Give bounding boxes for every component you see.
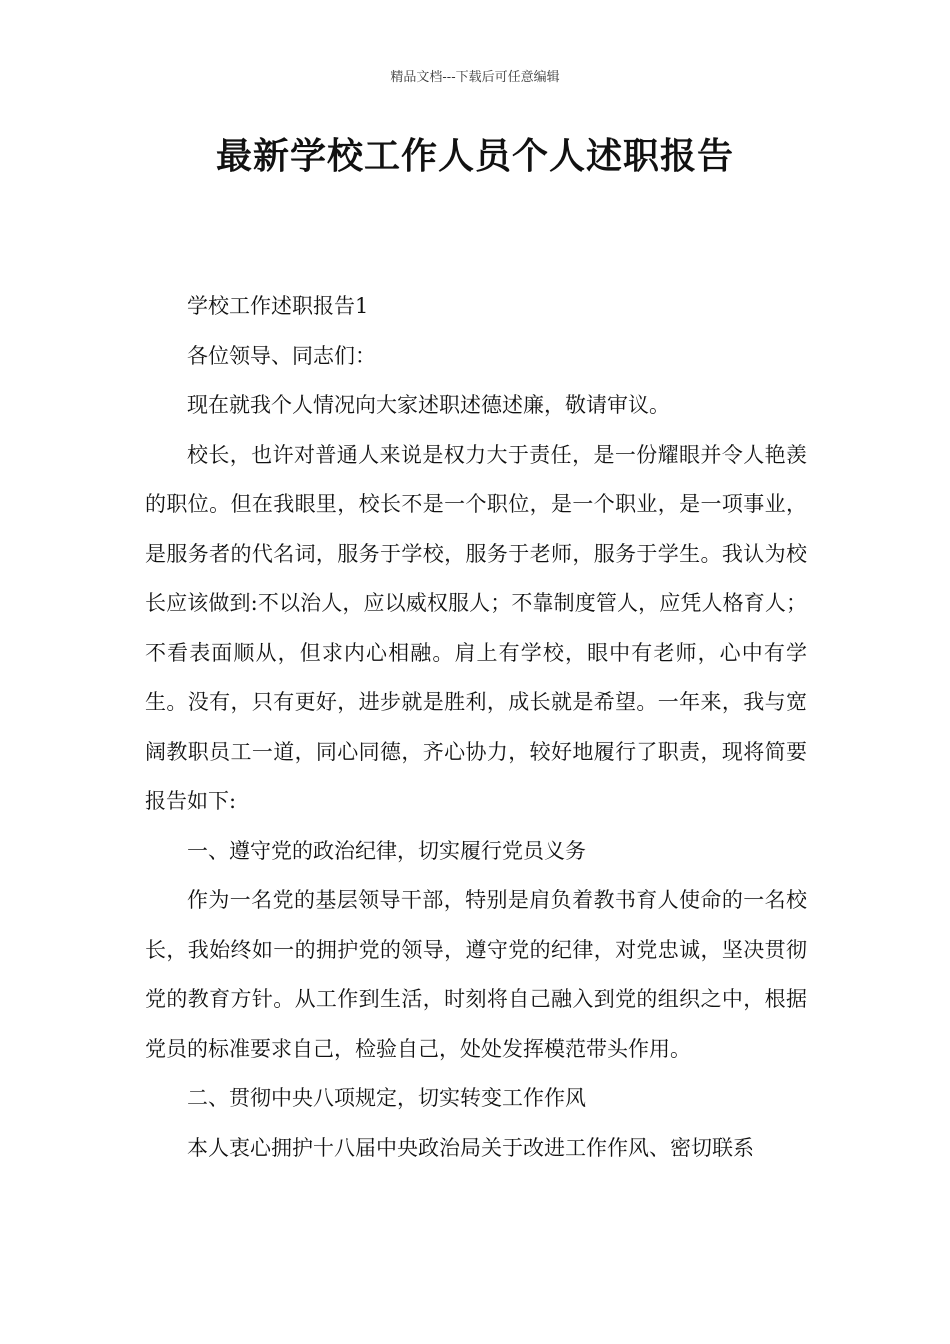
header-note: 精品文档---下载后可任意编辑 — [390, 70, 560, 85]
document-title: 最新学校工作人员个人述职报告 — [215, 136, 734, 177]
paragraph-section-1-heading: 一、遵守党的政治纪律，切实履行党员义务 — [187, 838, 586, 863]
paragraph-intro: 现在就我个人情况向大家述职述德述廉，敬请审议。 — [187, 393, 670, 417]
paragraph-salutation: 各位领导、同志们： — [187, 343, 376, 368]
paragraph-principal-view: 校长，也许对普通人来说是权力大于责任，是一份耀眼并令人艳羡的职位。但在我眼里，校长不是一个职位，是一个职业，是一项事业，是服务者的代名词，服务于学校，服务于老师，服务于学生。我认为校长应该做到:不以治人，应以威权服人；不靠制度管人，应凭人格育人；不看表面顺从，但求内心相融。肩上有学校，眼中有老师，心中有学生。没有，只有更好，进步就是胜利，成长就是希望。一年来，我与宽阔教职员工一道，同心同德，齐心协力，较好地履行了职责，现将简要报告如下: — [145, 442, 807, 813]
document-body — [145, 282, 807, 1173]
paragraph-section-2-body: 本人衷心拥护十八届中央政治局关于改进工作作风、密切联系 — [187, 1135, 754, 1160]
paragraph-section-2-heading: 二、贯彻中央八项规定，切实转变工作作风 — [187, 1086, 586, 1110]
paragraph-report-heading: 学校工作述职报告1 — [187, 294, 369, 318]
paragraph-section-1-body: 作为一名党的基层领导干部，特别是肩负着教书育人使命的一名校长，我始终如一的拥护党的领导，遵守党的纪律，对党忠诚，坚决贯彻党的教育方针。从工作到生活，时刻将自己融入到党的组织之中，根据党员的标准要求自己，检验自己，处处发挥模范带头作用。 — [145, 888, 807, 1061]
